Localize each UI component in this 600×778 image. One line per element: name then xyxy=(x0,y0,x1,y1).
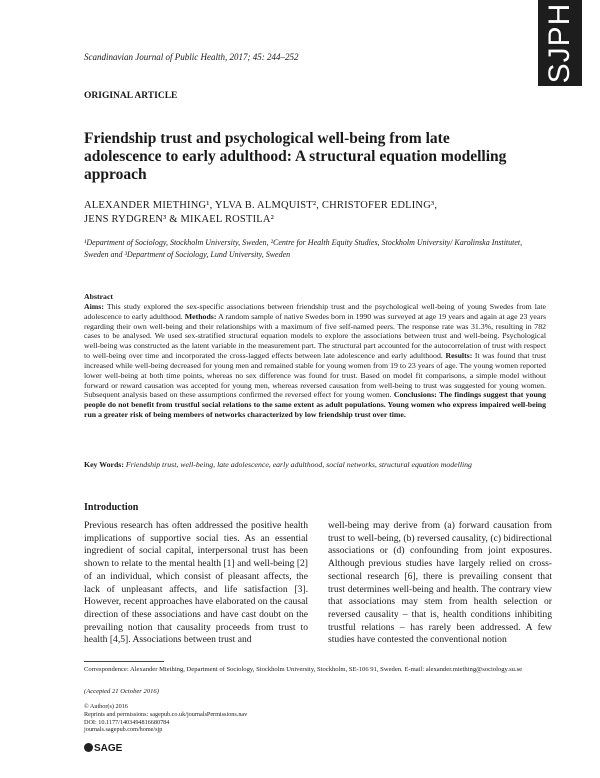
sage-logo xyxy=(84,743,122,754)
author-line-1: ALEXANDER MIETHING¹, YLVA B. ALMQUIST², CHRISTOFER EDLING³, xyxy=(84,200,438,211)
copyright: © Author(s) 2016 xyxy=(84,703,128,710)
sage-logo-icon xyxy=(84,743,93,752)
aims-label: Aims: xyxy=(84,301,104,311)
author-line-2: JENS RYDGREN³ & MIKAEL ROSTILA² xyxy=(84,214,275,225)
introduction-heading: Introduction xyxy=(84,502,139,513)
article-type: ORIGINAL ARTICLE xyxy=(84,91,178,101)
results-text: It was found that trust increased while well-being decreased for young men and remained stable for young women from 19 to 23 years of age. The young women reported lower well-being at both time points, whereas no sex difference was found for trust. Based on model fit comparisons, a simple model without forward or reward causation was accepted for young men, whereas reversed causation from well-being to trust was suggested for young women. Subsequent analysis based on these assumptions confirmed the reversed effect for young women. xyxy=(84,351,547,400)
sage-logo-text: SAGE xyxy=(94,743,123,754)
conclusions-text: The findings suggest that young people do not benefit from trustful social relations to the same extent as adult populations. Young women who express impaired well-being run a greater risk of being members of networks characterized by low friendship trust over time. xyxy=(84,390,547,420)
keywords xyxy=(84,460,544,469)
methods-label: Methods: xyxy=(184,311,217,321)
introduction-right-column: well-being may derive from (a) forward causation from trust to well-being, (b) reversed causality, (c) bidirectional associations or (d) confounding from joint exposures. Although previous studies have largely relied on cross-sectional research [6], there is prevailing consent that trust determines well-being and health. The contrary view that associations may stem from health selection or reversed causality – that is, health conditions inhibiting trustful relations – has rarely been addressed. A few studies have contested the conventional notion xyxy=(328,520,552,646)
reprints-link[interactable]: Reprints and permissions: sagepub.co.uk/journalsPermissions.nav xyxy=(84,710,248,718)
abstract-heading: Abstract xyxy=(84,292,114,301)
journal-citation: Scandinavian Journal of Public Health, 2017; 45: 244–252 xyxy=(84,52,299,62)
journal-homepage-link[interactable]: journals.sagepub.com/home/sjp xyxy=(84,726,163,734)
affiliations: ¹Department of Sociology, Stockholm University, Sweden, ²Centre for Health Equity Studies, Stockholm University/ Karolinska Institutet, Sweden and ³Department of Sociology, Lund University, Sweden xyxy=(84,238,523,259)
footnote-divider xyxy=(84,661,164,662)
doi[interactable]: DOI: 10.1177/1403494816680784 xyxy=(84,718,170,726)
journal-logo-text: SJPH xyxy=(543,2,576,84)
journal-logo xyxy=(538,0,582,86)
keywords-text: Friendship trust, well-being, late adolescence, early adulthood, social networks, structural equation modelling xyxy=(125,460,472,469)
conclusions-label: Conclusions: xyxy=(393,390,437,400)
abstract xyxy=(84,292,546,420)
methods-text: A random sample of native Swedes born in 1990 was surveyed at age 19 years and again at age 23 years regarding their own well-being and their relationships with a maximum of five self-named peers. The response rate was 31.3%, resulting in 782 cases to be analysed. We used sex-stratified structural equation models to explore the associations between trust and well-being. Psychological well-being was constructed as the latent variable in the measurement part. The structural part accounted for the autocorrelation of trust with respect to well-being over time and incorporated the cross-lagged effects between late adolescence and early adulthood. xyxy=(84,311,546,361)
aims-text: This study explored the sex-specific associations between friendship trust and the psychological well-being of young Swedes from late adolescence to early adulthood. xyxy=(84,301,546,321)
results-label: Results: xyxy=(445,351,473,361)
author-list xyxy=(84,199,514,227)
accepted-date: (Accepted 21 October 2016) xyxy=(84,688,159,695)
article-title: Friendship trust and psychological well-being from late adolescence to early adulthood: A structural equation modelling approach xyxy=(84,130,507,183)
correspondence-note: Correspondence: Alexander Miething, Department of Sociology, Stockholm University, Stockholm, SE-106 91, Sweden. E-mail: alexander.miething@sociology.su.se xyxy=(84,666,523,673)
introduction-left-column: Previous research has often addressed the positive health implications of supportive social ties. As an essential ingredient of social capital, interpersonal trust has been shown to relate to the mental health [1] and well-being [2] of an individual, which consist of pleasant affects, the lack of unpleasant affects, and life satisfaction [3]. However, recent approaches have elaborated on the causal direction of these associations and have cast doubt on the prevailing notion that causality proceeds from trust to health [4,5]. Associations between trust and xyxy=(84,520,308,646)
publication-meta xyxy=(84,703,247,734)
keywords-label: Key Words: xyxy=(84,460,124,469)
